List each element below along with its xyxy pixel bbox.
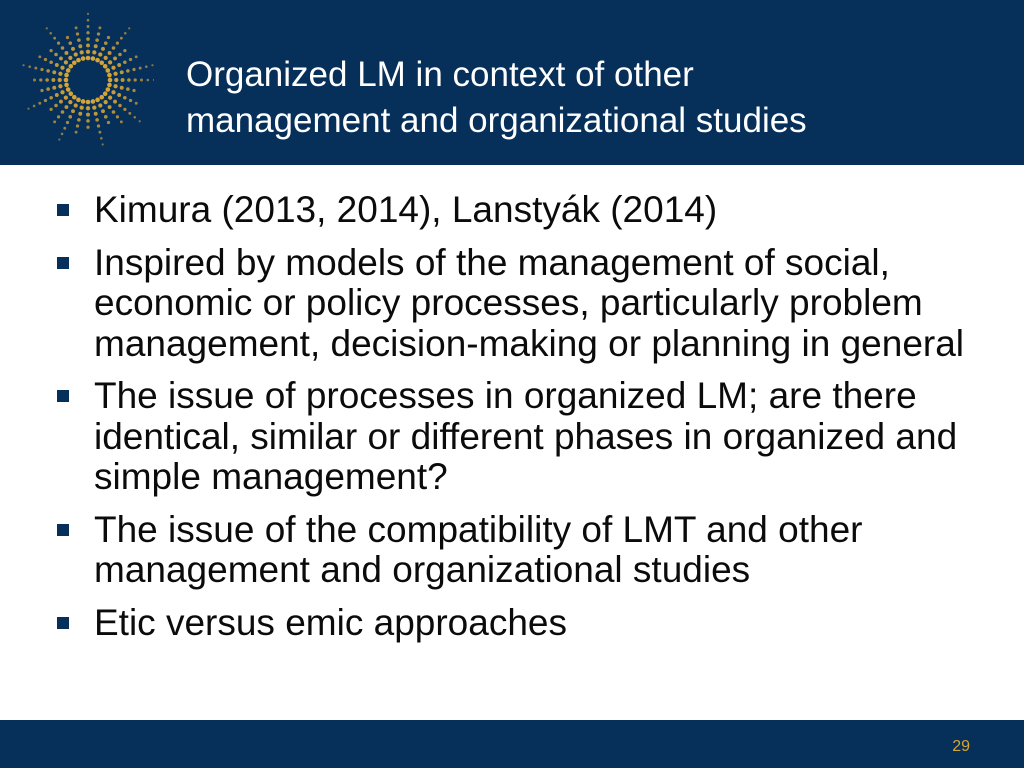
- logo-dot: [95, 58, 100, 63]
- logo-dot: [120, 86, 124, 90]
- logo-dot: [76, 58, 81, 63]
- logo-dot: [57, 115, 60, 118]
- logo-dot: [22, 64, 24, 66]
- logo-dot: [51, 78, 55, 82]
- logo-dot: [46, 27, 48, 29]
- logo-dot: [99, 61, 104, 66]
- logo-dot: [107, 121, 110, 124]
- logo-dot: [112, 110, 116, 114]
- logo-dot: [54, 53, 58, 57]
- logo-dot: [64, 60, 68, 64]
- page-number: 29: [952, 738, 970, 755]
- logo-dot: [68, 56, 72, 60]
- logo-dot: [77, 118, 81, 122]
- logo-dot: [98, 52, 102, 56]
- logo-dot: [91, 99, 96, 104]
- logo-dot: [78, 112, 82, 116]
- logo-dot: [64, 96, 68, 100]
- logo-dot: [127, 78, 131, 82]
- logo-dot: [78, 44, 82, 48]
- logo-dot: [86, 100, 91, 105]
- logo-dot: [104, 100, 108, 104]
- logo-dot: [97, 32, 100, 35]
- logo-dot: [49, 49, 52, 52]
- bullet-item: [52, 376, 992, 498]
- bullet-list: [52, 190, 992, 655]
- logo-dot: [49, 60, 53, 64]
- logo-dot: [66, 121, 69, 124]
- logo-dot: [74, 52, 78, 56]
- logo-dot: [101, 47, 105, 51]
- logo-dot: [120, 70, 124, 74]
- logo-dot: [139, 67, 142, 70]
- logo-dot: [118, 53, 122, 57]
- circular-dot-burst-logo-icon: [22, 10, 154, 150]
- logo-dot: [71, 109, 75, 113]
- logo-dot: [77, 38, 81, 42]
- bullet-text: The issue of the compatibility of LMT and other management and organizational studies: [94, 508, 863, 590]
- logo-dot: [107, 73, 112, 78]
- logo-dot: [72, 61, 77, 66]
- logo-dot: [140, 79, 143, 82]
- logo-dot: [129, 99, 132, 102]
- logo-dot: [86, 119, 90, 123]
- logo-dot: [86, 43, 90, 47]
- logo-dot: [104, 41, 108, 45]
- logo-dot: [107, 83, 112, 88]
- logo-dot: [134, 78, 137, 81]
- logo-dot: [86, 113, 90, 117]
- logo-dot: [98, 131, 101, 134]
- square-bullet-icon: [57, 617, 69, 629]
- logo-dot: [98, 103, 102, 107]
- logo-dot: [103, 64, 108, 69]
- logo-dot: [59, 100, 63, 104]
- logo-dot: [44, 99, 47, 102]
- logo-dot: [71, 47, 75, 51]
- logo-dot: [46, 87, 50, 91]
- logo-dot: [63, 127, 66, 130]
- logo-dot: [46, 69, 50, 73]
- logo-dot: [86, 37, 90, 41]
- slide-title: [186, 52, 986, 144]
- bullet-item: [52, 603, 992, 644]
- logo-dot: [52, 86, 56, 90]
- logo-dot: [64, 73, 69, 78]
- slide-title-line-1: Organized LM in context of other: [186, 55, 694, 94]
- logo-dot: [120, 37, 123, 40]
- logo-dot: [124, 32, 127, 35]
- logo-dot: [57, 41, 60, 44]
- bullet-item: [52, 510, 992, 591]
- logo-dot: [66, 68, 71, 73]
- logo-dot: [28, 65, 31, 68]
- logo-dot: [58, 72, 62, 76]
- logo-dot: [113, 84, 117, 88]
- logo-dot: [55, 93, 59, 97]
- logo-dot: [40, 89, 43, 92]
- logo-dot: [108, 60, 112, 64]
- logo-dot: [49, 96, 53, 100]
- logo-dot: [95, 38, 99, 42]
- logo-dot: [101, 109, 105, 113]
- logo-dot: [147, 79, 150, 82]
- slide-footer: [0, 720, 1024, 768]
- logo-dot: [153, 79, 154, 81]
- logo-dot: [108, 78, 113, 83]
- logo-dot: [102, 143, 104, 145]
- logo-dot: [61, 110, 65, 114]
- logo-dot: [135, 102, 138, 105]
- logo-dot: [53, 120, 56, 123]
- logo-dot: [76, 124, 79, 127]
- square-bullet-icon: [57, 524, 69, 536]
- logo-dot: [58, 84, 62, 88]
- logo-dot: [58, 78, 62, 82]
- logo-dot: [80, 105, 84, 109]
- logo-dot: [103, 91, 108, 96]
- logo-dot: [120, 120, 123, 123]
- logo-dot: [87, 13, 89, 15]
- logo-dot: [58, 138, 60, 140]
- logo-dot: [139, 120, 141, 122]
- logo-dot: [75, 26, 78, 29]
- slide-title-line-2: management and organizational studies: [186, 101, 807, 140]
- logo-dot: [100, 137, 103, 140]
- logo-dot: [75, 131, 78, 134]
- logo-dot: [94, 44, 98, 48]
- logo-dot: [81, 99, 86, 104]
- logo-dot: [95, 98, 100, 103]
- logo-dot: [54, 104, 58, 108]
- logo-dot: [92, 105, 96, 109]
- bullet-text: The issue of processes in organized LM; are there identical, similar or different phases in organized and simple management?: [94, 375, 958, 497]
- logo-dot: [45, 78, 49, 82]
- logo-dot: [53, 37, 56, 40]
- logo-dot: [60, 66, 64, 70]
- square-bullet-icon: [57, 257, 69, 269]
- logo-dot: [132, 68, 135, 71]
- logo-dot: [123, 108, 126, 111]
- logo-dot: [66, 87, 71, 92]
- logo-dot: [61, 133, 64, 136]
- logo-dot: [126, 87, 130, 91]
- logo-dot: [39, 78, 42, 81]
- logo-dot: [151, 64, 153, 66]
- logo-dot: [118, 104, 122, 108]
- logo-dot: [86, 50, 90, 54]
- bullet-item: [52, 243, 992, 365]
- logo-dot: [123, 49, 126, 52]
- logo-dot: [87, 25, 90, 28]
- logo-dot: [55, 63, 59, 67]
- logo-dot: [117, 93, 121, 97]
- logo-dot: [33, 105, 36, 108]
- bullet-text: Inspired by models of the management of social, economic or policy processes, particularly problem management, decision-making or planning in general: [94, 241, 965, 364]
- logo-dot: [86, 106, 90, 110]
- logo-dot: [33, 79, 36, 82]
- logo-dot: [129, 58, 132, 61]
- logo-dot: [34, 67, 37, 70]
- logo-dot: [81, 56, 86, 61]
- logo-dot: [69, 64, 74, 69]
- logo-dot: [49, 108, 52, 111]
- logo-dot: [94, 112, 98, 116]
- logo-dot: [123, 96, 127, 100]
- logo-dot: [87, 19, 90, 22]
- logo-dot: [86, 56, 91, 61]
- logo-dot: [108, 96, 112, 100]
- logo-dot: [113, 72, 117, 76]
- logo-dot: [60, 90, 64, 94]
- logo-dot: [135, 55, 138, 58]
- logo-dot: [112, 46, 116, 50]
- logo-dot: [91, 56, 96, 61]
- logo-dot: [128, 112, 131, 115]
- logo-dot: [80, 50, 84, 54]
- bullet-text: Etic versus emic approaches: [94, 601, 567, 643]
- logo-dot: [117, 63, 121, 67]
- logo-dot: [111, 90, 115, 94]
- logo-dot: [106, 68, 111, 73]
- logo-dot: [52, 70, 56, 74]
- logo-dot: [99, 95, 104, 100]
- logo-dot: [111, 66, 115, 70]
- logo-dot: [133, 116, 136, 119]
- logo-dot: [128, 27, 130, 29]
- logo-dot: [106, 87, 111, 92]
- square-bullet-icon: [57, 204, 69, 216]
- logo-dot: [108, 105, 112, 109]
- logo-dot: [108, 51, 112, 55]
- logo-dot: [38, 55, 41, 58]
- logo-dot: [76, 32, 79, 35]
- square-bullet-icon: [57, 390, 69, 402]
- logo-dot: [123, 60, 127, 64]
- logo-dot: [64, 78, 69, 83]
- logo-dot: [104, 115, 108, 119]
- logo-dot: [72, 95, 77, 100]
- logo-dot: [92, 50, 96, 54]
- logo-dot: [49, 32, 52, 35]
- logo-dot: [107, 36, 110, 39]
- logo-dot: [104, 56, 108, 60]
- logo-dot: [64, 83, 69, 88]
- logo-dot: [44, 58, 47, 61]
- logo-dot: [66, 36, 69, 39]
- logo-dot: [68, 115, 72, 119]
- logo-dot: [86, 126, 89, 129]
- logo-dot: [116, 115, 119, 118]
- logo-dot: [27, 108, 29, 110]
- logo-dot: [95, 118, 99, 122]
- logo-dot: [74, 103, 78, 107]
- logo-dot: [38, 102, 41, 105]
- logo-dot: [76, 98, 81, 103]
- logo-dot: [126, 69, 130, 73]
- logo-dot: [114, 78, 118, 82]
- logo-dot: [68, 41, 72, 45]
- logo-dot: [64, 51, 68, 55]
- bullet-text: Kimura (2013, 2014), Lanstyák (2014): [94, 189, 718, 230]
- logo-dot: [59, 56, 63, 60]
- logo-dot: [97, 124, 100, 127]
- logo-dot: [69, 91, 74, 96]
- logo-dot: [113, 100, 117, 104]
- logo-dot: [116, 41, 119, 44]
- logo-dot: [145, 65, 148, 68]
- slide-header: [0, 0, 1024, 165]
- logo-dot: [98, 26, 101, 29]
- logo-dot: [64, 105, 68, 109]
- logo-dot: [61, 46, 65, 50]
- logo-dot: [68, 100, 72, 104]
- logo-dot: [40, 68, 43, 71]
- logo-dot: [113, 56, 117, 60]
- logo-dot: [86, 31, 89, 34]
- bullet-item: [52, 190, 992, 231]
- logo-dot: [121, 78, 125, 82]
- logo-dot: [132, 89, 135, 92]
